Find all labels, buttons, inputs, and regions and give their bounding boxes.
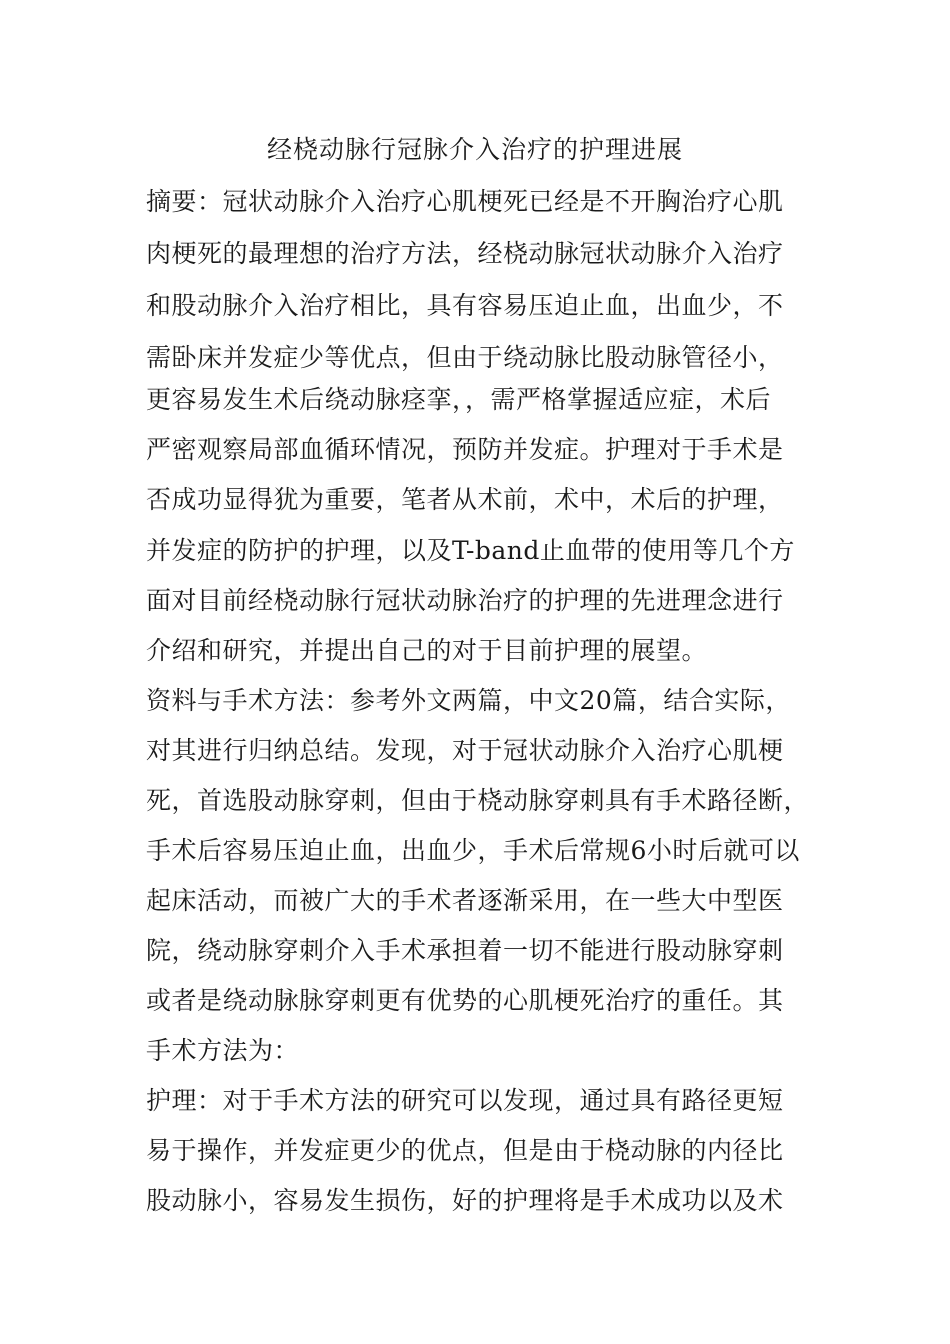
text-line: 需卧床并发症少等优点，但由于绕动脉比股动脉管径小， [146, 343, 784, 372]
text-line: 更容易发生术后绕动脉痉挛，，需严格掌握适应症，术后 [146, 385, 772, 414]
text-line: 对其进行归纳总结。发现，对于冠状动脉介入治疗心肌梗 [146, 736, 784, 765]
text-line: 摘要：冠状动脉介入治疗心肌梗死已经是不开胸治疗心肌 [146, 187, 784, 216]
text-line: 并发症的防护的护理，以及T-band止血带的使用等几个方 [146, 536, 795, 565]
text-line: 易于操作，并发症更少的优点，但是由于桡动脉的内径比 [146, 1136, 784, 1165]
document-title: 经桡动脉行冠脉介入治疗的护理进展 [266, 135, 683, 164]
text-line: 护理：对于手术方法的研究可以发现，通过具有路径更短 [146, 1086, 784, 1115]
text-line: 资料与手术方法：参考外文两篇，中文20篇，结合实际， [146, 686, 791, 715]
text-line: 否成功显得犹为重要，笔者从术前，术中，术后的护理， [146, 485, 784, 514]
text-line: 严密观察局部血循环情况，预防并发症。护理对于手术是 [146, 435, 784, 464]
text-line: 面对目前经桡动脉行冠状动脉治疗的护理的先进理念进行 [146, 586, 784, 615]
text-line: 死，首选股动脉穿刺，但由于桡动脉穿刺具有手术路径断， [146, 786, 810, 815]
text-line: 院，绕动脉穿刺介入手术承担着一切不能进行股动脉穿刺 [146, 936, 784, 965]
text-line: 起床活动，而被广大的手术者逐渐采用，在一些大中型医 [146, 886, 784, 915]
text-line: 或者是绕动脉脉穿刺更有优势的心肌梗死治疗的重任。其 [146, 986, 784, 1015]
text-line: 手术后容易压迫止血，出血少，手术后常规6小时后就可以 [146, 836, 800, 865]
text-line: 手术方法为： [146, 1036, 300, 1065]
text-line: 股动脉小，容易发生损伤，好的护理将是手术成功以及术 [146, 1186, 784, 1215]
text-line: 介绍和研究，并提出自己的对于目前护理的展望。 [146, 636, 708, 665]
text-line: 肉梗死的最理想的治疗方法，经桡动脉冠状动脉介入治疗 [146, 239, 784, 268]
text-line: 和股动脉介入治疗相比，具有容易压迫止血，出血少，不 [146, 291, 784, 320]
